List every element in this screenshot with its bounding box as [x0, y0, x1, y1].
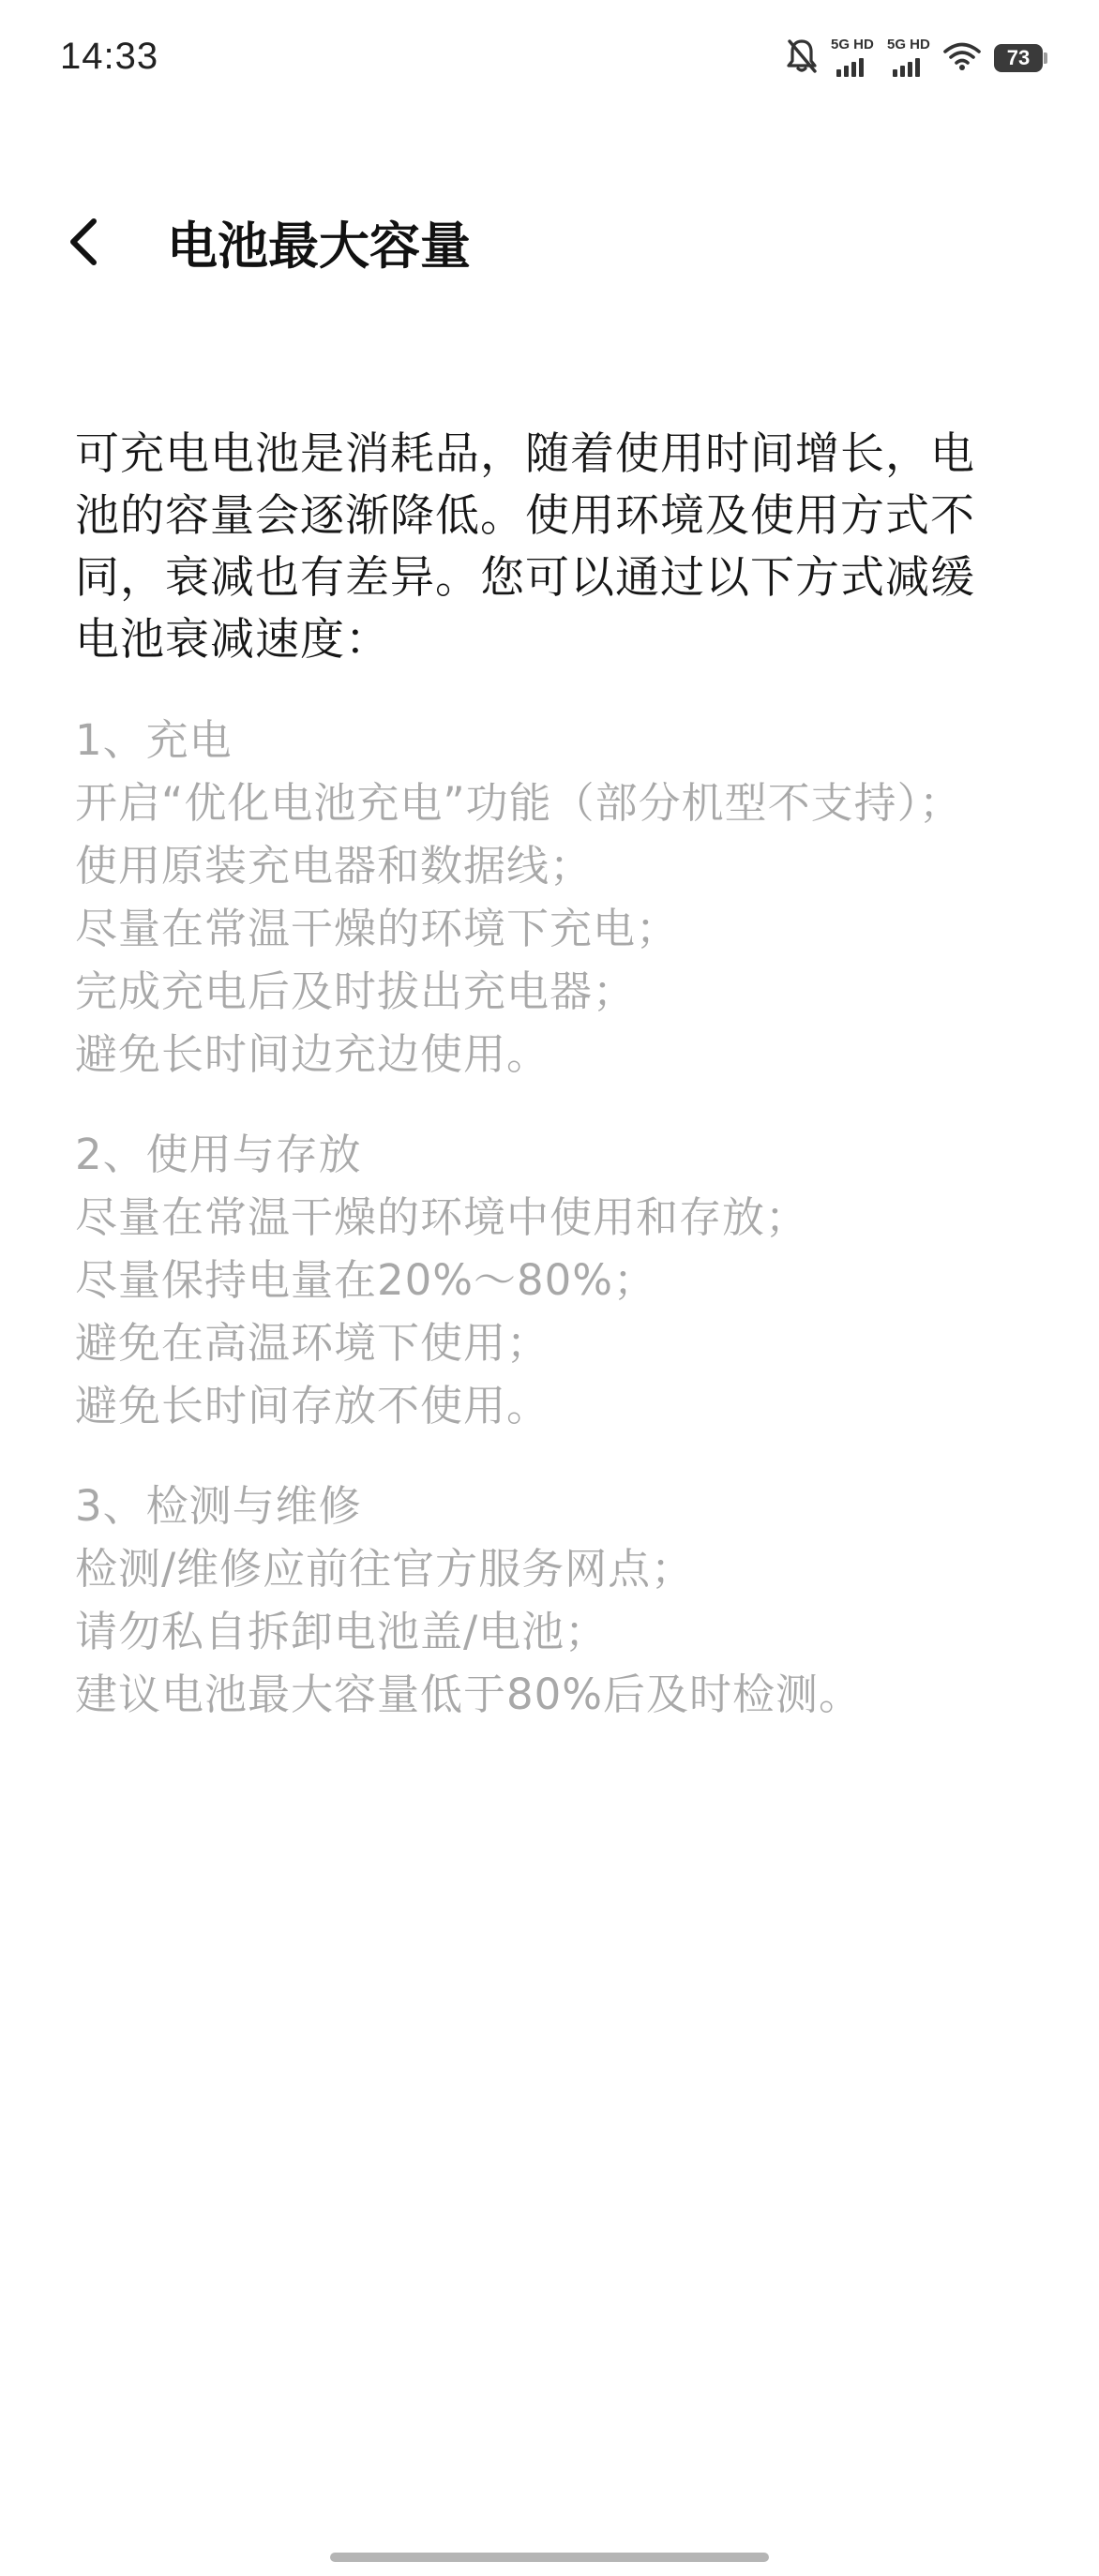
status-icons — [786, 36, 1043, 81]
battery-level: 73 — [1006, 46, 1031, 69]
tip-line: 尽量保持电量在20%～80%； — [75, 1255, 657, 1305]
tip-line: 检测/维修应前往官方服务网点； — [75, 1544, 695, 1594]
section-title: 2、使用与存放 — [75, 1130, 362, 1179]
signal-icon — [831, 37, 874, 79]
sim1-network-label: 5G HD — [831, 37, 874, 52]
tip-line: 建议电池最大容量低于80%后及时检测。 — [75, 1670, 863, 1719]
section-title: 3、检测与维修 — [75, 1481, 362, 1531]
tip-line: 使用原装充电器和数据线； — [75, 841, 594, 891]
back-chevron-icon — [66, 216, 103, 272]
tip-line: 避免在高温环境下使用； — [75, 1318, 550, 1368]
tip-line: 尽量在常温干燥的环境下充电； — [75, 904, 680, 953]
tip-line: 避免长时间存放不使用。 — [75, 1381, 550, 1430]
intro-text: 可充电电池是消耗品，随着使用时间增长，电池的容量会逐渐降低。使用环境及使用方式不同，衰减也有差异。您可以通过以下方式减缓电池衰减速度： — [75, 428, 975, 666]
tip-line: 完成充电后及时拔出充电器； — [75, 966, 637, 1016]
section-title: 1、充电 — [75, 715, 233, 765]
section-charging — [75, 709, 1013, 1086]
wifi-icon — [943, 41, 981, 75]
signal-icon — [887, 37, 930, 79]
tip-line: 开启“优化电池充电”功能（部分机型不支持）； — [75, 778, 963, 828]
tip-line: 尽量在常温干燥的环境中使用和存放； — [75, 1192, 809, 1242]
back-button[interactable] — [56, 214, 113, 274]
content — [75, 424, 1013, 1726]
page-header — [0, 187, 1099, 300]
tip-line: 请勿私自拆卸电池盖/电池； — [75, 1607, 609, 1656]
mute-bell-icon — [786, 37, 818, 79]
sim2-network-label: 5G HD — [887, 37, 930, 52]
section-usage-storage — [75, 1123, 1013, 1437]
battery-icon — [994, 44, 1043, 72]
section-inspection-repair — [75, 1475, 1013, 1726]
home-indicator[interactable] — [330, 2553, 769, 2562]
status-time: 14:33 — [60, 36, 159, 77]
tip-line: 避免长时间边充边使用。 — [75, 1029, 550, 1079]
page-title: 电池最大容量 — [167, 217, 471, 276]
status-bar — [0, 0, 1099, 112]
